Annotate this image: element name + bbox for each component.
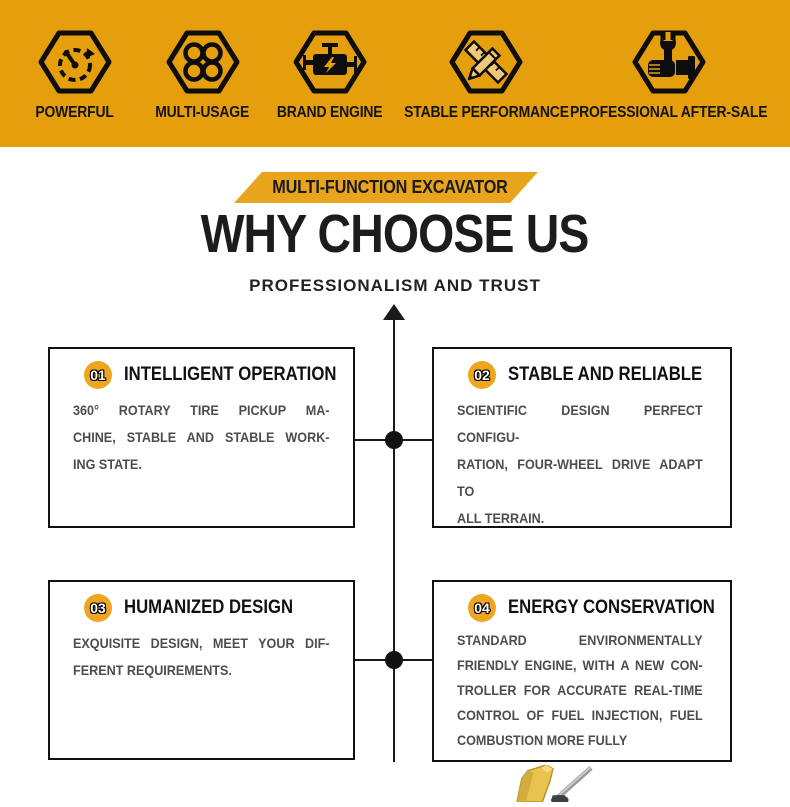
circles-grid-icon: [165, 29, 241, 95]
feature-card-header: [84, 594, 353, 622]
feature-card-header: [468, 594, 730, 622]
engine-icon: [292, 29, 368, 95]
feature-card-02: [432, 347, 732, 528]
banner-feature-label: POWERFUL: [35, 104, 115, 121]
ribbon-label: MULTI-FUNCTION EXCAVATOR: [272, 177, 508, 197]
feature-card-01: [48, 347, 355, 528]
banner-feature-label: BRAND ENGINE: [277, 104, 383, 121]
feature-card-04: [432, 580, 732, 762]
feature-card-title: HUMANIZED DESIGN: [124, 597, 294, 618]
number-badge: 02: [468, 361, 496, 389]
banner-feature-stable-performance: [398, 29, 574, 122]
page-title: WHY CHOOSE US: [201, 204, 589, 264]
ruler-pencil-icon: [448, 29, 524, 95]
page-subtitle: PROFESSIONALISM AND TRUST: [249, 276, 541, 295]
banner-feature-label: PROFESSIONAL AFTER-SALE: [570, 104, 768, 121]
feature-card-header: [84, 361, 353, 389]
banner-feature-label: MULTI-USAGE: [155, 104, 250, 121]
timeline-dot-top: [385, 431, 403, 449]
feature-card-text: SCIENTIFIC DESIGN PERFECT CONFIGU- RATION, FOUR-WHEEL DRIVE ADAPT TO ALL TERRAIN.: [457, 402, 703, 526]
feature-card-title: STABLE AND RELIABLE: [508, 364, 703, 385]
gauge-icon: [37, 29, 113, 95]
number-badge: 01: [84, 361, 112, 389]
excavator-bucket-image: [498, 765, 608, 802]
banner-feature-label: STABLE PERFORMANCE: [403, 104, 569, 121]
feature-card-text: STANDARD ENVIRONMENTALLY FRIENDLY ENGINE, WITH A NEW CON- TROLLER FOR ACCURATE REAL-TIME CONTROL OF FUEL INJECTION, FUEL COMBUSTION MORE FULLY: [457, 632, 703, 748]
timeline-dot-bottom: [385, 651, 403, 669]
feature-card-title: INTELLIGENT OPERATION: [124, 364, 337, 385]
feature-card-header: [468, 361, 730, 389]
banner-feature-brand-engine: [262, 29, 398, 122]
feature-card-text: EXQUISITE DESIGN, MEET YOUR DIF- FERENT REQUIREMENTS.: [73, 635, 330, 678]
feature-card-title: ENERGY CONSERVATION: [508, 597, 715, 618]
feature-card-text: 360° ROTARY TIRE PICKUP MA- CHINE, STABLE AND STABLE WORK- ING STATE.: [73, 402, 330, 472]
timeline-vertical-line: [393, 318, 395, 762]
banner-feature-after-sale: [562, 29, 776, 122]
wrench-hand-icon: [631, 29, 707, 95]
top-feature-banner: [0, 0, 790, 147]
banner-feature-multi-usage: [135, 29, 270, 122]
number-badge: 03: [84, 594, 112, 622]
feature-card-03: [48, 580, 355, 760]
number-badge: 04: [468, 594, 496, 622]
banner-feature-powerful: [10, 29, 140, 122]
